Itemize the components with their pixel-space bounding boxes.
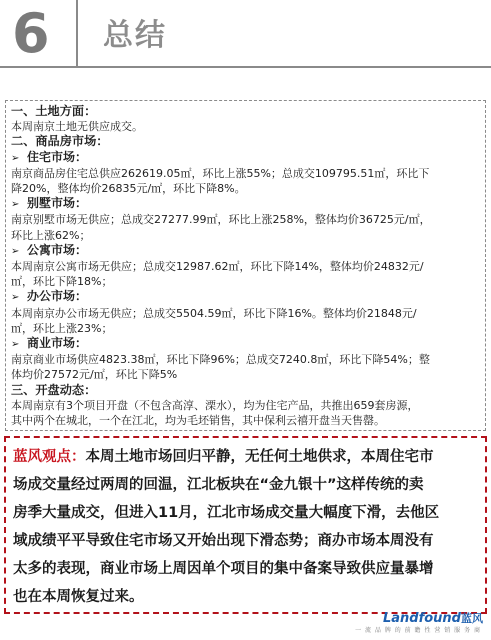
villa-heading-label: 别墅市场： [27, 196, 88, 211]
office-heading-label: 办公市场： [27, 289, 88, 304]
page-title: 总结 [103, 18, 167, 53]
opening-line-1: 本周南京有3个项目开盘（不包含高淳、溧水），均为住宅产品，共推出659套房源， [11, 398, 419, 412]
residential-line-1: 南京商品房住宅总供应262619.05㎡，环比上涨55%；总成交109795.51㎡，环比下 [11, 166, 430, 180]
apartment-line-2: ㎡，环比下降18%； [11, 275, 113, 289]
land-text: 本周南京土地无供应成交。 [11, 120, 143, 134]
villa-line-1: 南京别墅市场无供应；总成交27277.99㎡，环比上涨258%，整体均价36725元/㎡， [11, 213, 431, 227]
apartment-heading-label: 公寓市场： [27, 242, 88, 257]
villa-line-2: 环比上涨62%； [11, 228, 91, 242]
residential-heading [11, 150, 479, 166]
bullet-arrow-icon: ➢ [11, 245, 20, 257]
villa-heading [11, 196, 479, 212]
opinion-line-6: 也在本周恢复过来。 [13, 589, 144, 605]
summary-box [5, 100, 486, 431]
apartment-heading [11, 243, 479, 259]
opinion-line-2: 场成交量经过两周的回温，江北板块在“金九银十”这样传统的卖 [13, 477, 424, 493]
bullet-arrow-icon: ➢ [11, 292, 20, 304]
opinion-line-4: 域成绩平平导致住宅市场又开始出现下滑态势；商办市场本周没有 [13, 533, 434, 549]
opening-line-2: 其中两个在城北，一个在江北，均为毛坯销售，其中保利云禧开盘当天售罄。 [11, 414, 385, 428]
apartment-line-1: 本周南京公寓市场无供应；总成交12987.62㎡，环比下降14%，整体均价24832元/ [11, 260, 424, 274]
residential-heading-label: 住宅市场： [27, 149, 88, 164]
logo-text: Landfound [382, 611, 461, 626]
office-line-2: ㎡，环比上涨23%； [11, 321, 113, 335]
opinion-box [4, 436, 487, 614]
opinion-line-1 [13, 443, 478, 471]
bullet-arrow-icon: ➢ [11, 199, 20, 211]
business-line-2: 体均价27572元/㎡，环比下降5% [11, 368, 178, 382]
office-line-1: 本周南京办公市场无供应；总成交5504.59㎡，环比下降16%。整体均价21848元/ [11, 306, 417, 320]
brand-logo [383, 611, 483, 627]
logo-cn: 蓝风 [461, 612, 483, 625]
header-divider [78, 66, 491, 68]
opening-heading: 三、开盘动态： [11, 382, 97, 397]
opinion-label: 蓝风观点： [13, 449, 86, 465]
land-heading: 一、土地方面： [11, 104, 97, 118]
office-heading [11, 289, 479, 305]
logo-tagline: 一 流 品 牌 的 前 瞻 性 营 销 服 务 商 [355, 627, 481, 634]
business-heading-label: 商业市场： [27, 336, 88, 351]
business-heading [11, 336, 479, 352]
commercial-heading: 二、商品房市场： [11, 134, 109, 149]
bullet-arrow-icon: ➢ [11, 152, 20, 164]
section-number: 6 [12, 2, 50, 65]
residential-line-2: 降20%，整体均价26835元/㎡，环比下降8%。 [11, 182, 246, 196]
opinion-text-1: 本周土地市场回归平静，无任何土地供求，本周住宅市 [85, 449, 434, 465]
opinion-line-5: 太多的表现，商业市场上周因单个项目的集中备案导致供应量暴增 [13, 561, 434, 577]
opinion-line-3: 房季大量成交，但进入11月，江北市场成交量大幅度下滑，去他区 [13, 505, 440, 521]
bullet-arrow-icon: ➢ [11, 339, 20, 351]
business-line-1: 南京商业市场供应4823.38㎡，环比下降96%；总成交7240.8㎡，环比下降54%；整 [11, 353, 430, 367]
